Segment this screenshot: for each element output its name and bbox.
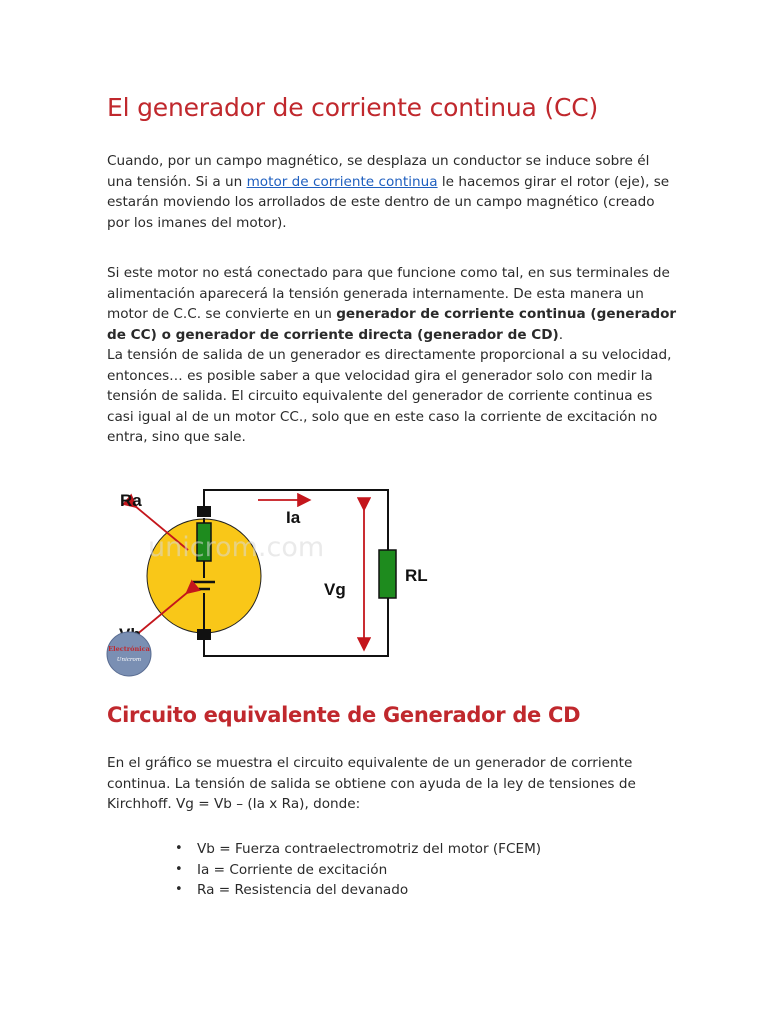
text-line: por los imanes del motor). xyxy=(107,214,287,231)
logo-text: Electrónica xyxy=(108,645,150,653)
rl-resistor xyxy=(379,550,396,598)
text-fragment: . xyxy=(558,326,564,343)
ia-label: Ia xyxy=(286,508,301,527)
brush-top xyxy=(197,506,211,517)
list-item: • Vb = Fuerza contraelectromotriz del motor (FCEM) xyxy=(175,839,541,860)
text-line xyxy=(107,325,667,346)
list-item: • Ia = Corriente de excitación xyxy=(175,860,541,881)
text-line: estarán moviendo los arrollados de este dentro de un campo magnético (creado xyxy=(107,194,655,210)
text-line xyxy=(107,304,677,325)
text-line: Si este motor no está conectado para que funcione como tal, en sus terminales de xyxy=(107,265,670,281)
bold-term: de CC) o generador de corriente directa (generador de CD) xyxy=(107,326,559,343)
bold-term: generador de corriente continua (generador xyxy=(336,306,677,322)
text-line: alimentación aparecerá la tensión generada internamente. De esta manera un xyxy=(107,285,644,302)
logo-badge xyxy=(107,632,151,676)
unicrom-logo xyxy=(107,632,151,676)
generator-paragraph xyxy=(107,263,677,448)
text-line xyxy=(107,172,670,193)
text-line: entonces… es posible saber a que velocidad gira el generador solo con medir la xyxy=(107,367,653,384)
section-heading: Circuito equivalente de Generador de CD xyxy=(107,703,581,727)
definitions-list xyxy=(175,839,541,901)
ra-label: Ra xyxy=(120,491,142,510)
watermark-text: unicrom.com xyxy=(148,532,325,563)
intro-paragraph xyxy=(107,151,670,233)
logo-text: Unicrom xyxy=(116,657,142,663)
page-title: El generador de corriente continua (CC) xyxy=(107,93,599,122)
text-line: entra, sino que sale. xyxy=(107,429,246,445)
text-line: tensión de salida. El circuito equivalente del generador de corriente continua es xyxy=(107,388,653,404)
text-line: casi igual al de un motor CC., solo que en este caso la corriente de excitación no xyxy=(107,408,658,425)
equation-paragraph xyxy=(107,753,667,815)
motor-cc-link[interactable]: motor de corriente continua xyxy=(246,173,438,190)
text-line: continua. La tensión de salida se obtiene con ayuda de la ley de tensiones de xyxy=(107,775,636,792)
text-line: Cuando, por un campo magnético, se desplaza un conductor se induce sobre él xyxy=(107,153,650,169)
text-line: En el gráfico se muestra el circuito equivalente de un generador de corriente xyxy=(107,755,633,771)
vg-label: Vg xyxy=(324,580,346,599)
text-fragment: una tensión. Si a un xyxy=(107,173,247,190)
equivalent-circuit-diagram xyxy=(100,478,460,683)
text-line: Kirchhoff. Vg = Vb – (Ia x Ra), donde: xyxy=(107,796,361,812)
text-fragment: motor de C.C. se convierte en un xyxy=(107,306,337,322)
text-line: La tensión de salida de un generador es directamente proporcional a su velocidad, xyxy=(107,347,672,363)
text-fragment: le hacemos girar el rotor (eje), se xyxy=(437,173,670,190)
brush-bottom xyxy=(197,629,211,640)
rl-label: RL xyxy=(405,566,428,585)
list-item: • Ra = Resistencia del devanado xyxy=(175,880,541,901)
